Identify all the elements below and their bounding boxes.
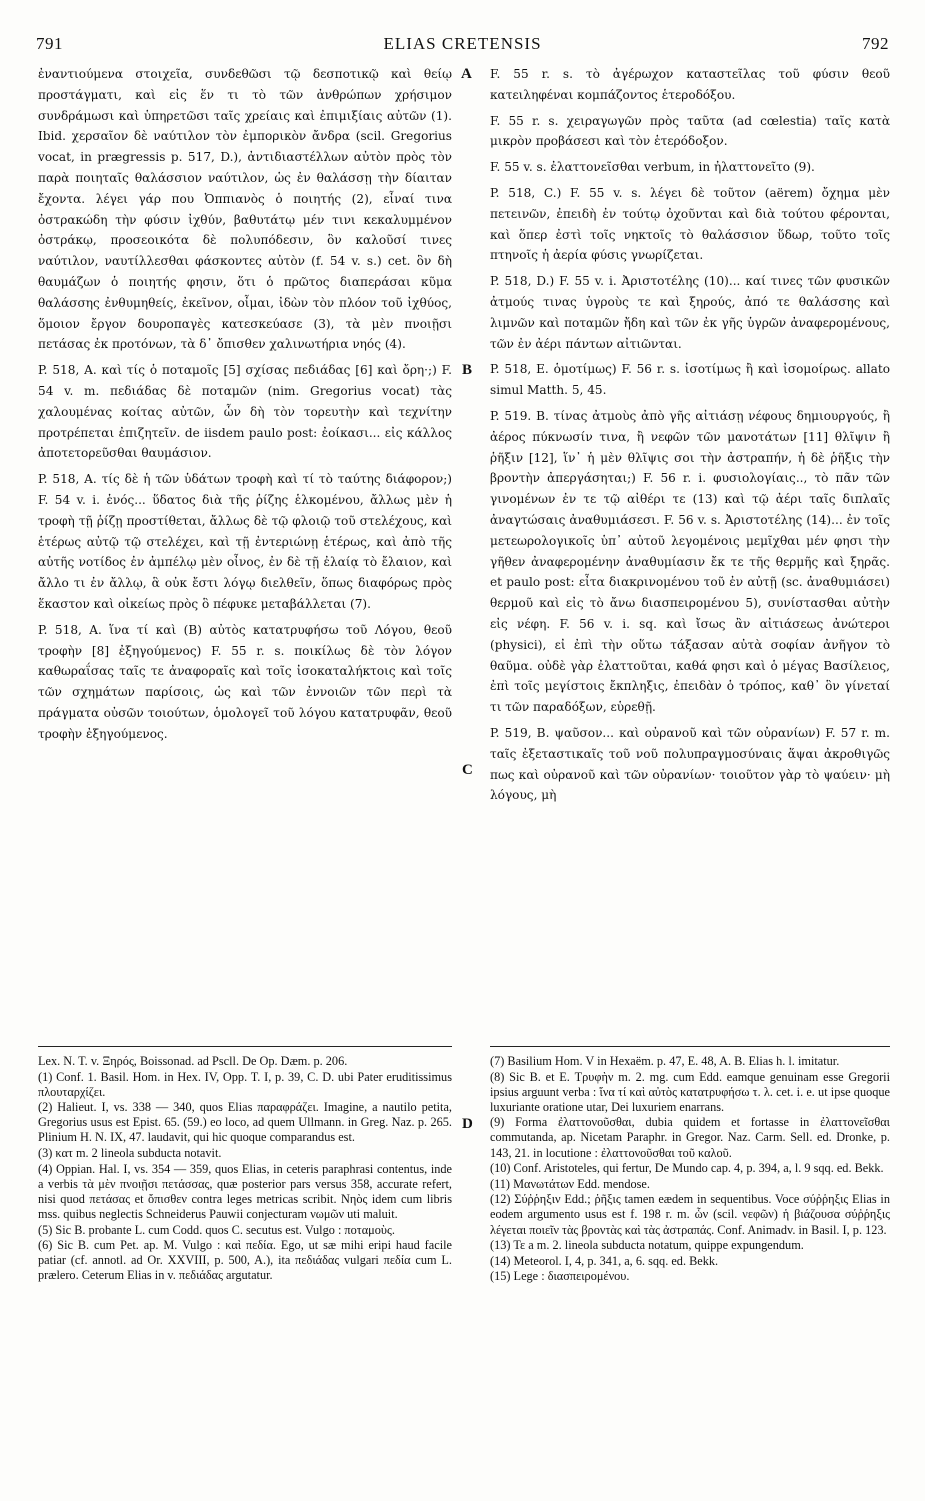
footnote: (8) Sic B. et E. Τρυφὴν m. 2. mg. cum Edd. eamque genuinam esse Gregorii ipsius arguunt verba : ἵνα τί καὶ αὐτὸς κατατρυφήσω τ. λ. cet. i. e. ut ipse quoque luxuriante oratione utar, Dei luxuriem enarrans.	[490, 1069, 890, 1114]
footnote: (4) Oppian. Hal. I, vs. 354 — 359, quos Elias, in ceteris paraphrasi contentus, inde a verbis τὰ μὲν πνοιῇσι πετάσσας, quæ posterior pars versus 358, accurate refert, nisi quod πετάσας et ὄπισθεν contra leges metricas scribit. Νηὸς idem cum libris mss. quibus neglectis Schneiderus Pauwii conjecturam νωμῶν uti maluit.	[38, 1161, 452, 1221]
paragraph: ἐναντιούμενα στοιχεῖα, συνδεθῶσι τῷ δεσποτικῷ καὶ θείῳ προστάγματι, καὶ εἰς ἕν τι τὸ τῶν ἀνθρώπων χρήσιμον συνδράμωσι καὶ ὑπηρετῶσι ταῖς χρείαις καὶ ἐπιμιξίαις αὐτῶν (1). Ibid. χερσαῖον δὲ ναύτιλον τὸν ἐμπορικὸν ἄνδρα (scil. Gregorius vocat, in prægressis p. 517, D.), ἀντιδιαστέλλων αὐτὸν πρὸς τὸν παρὰ ποιηταῖς θαλάσσιον ναύτιλον, ὡς ἐν θαλάσσῃ τὴν δίαιταν ἔχοντα. λέγει γάρ που Ὀππιανὸς ὁ ποιητής (2), εἶναί τινα ὀστρακώδη τὴν φύσιν ἰχθύν, βαθυτάτῳ μέν τινι κεκαλυμμένον ὀστράκῳ, προσεοικότα δὲ πολυπόδεσιν, ὃν καλοῦσί τινες ναύτιλον, ναυτίλλεσθαι φάσκοντες αὐτὸν (f. 54 v. s.) cet. ὃν δὴ θαυμάζων ὁ ποιητής φησιν, ὅτι ὁ πρῶτος διαπεράσαι κῦμα θαλάσσης ἐνθυμηθείς, ἐκεῖνον, οἶμαι, ἰδὼν τὸν πλόον τοῦ ἰχθύος, ὅμοιον ἔργον δουροπαγὲς κατεσκεύασε (3), τὰ μὲν πνοιῇσι πετάσας ἐκ προτόνων, τὰ δ᾽ ὄπισθεν χαλινωτήρια νηός (4).	[38, 67, 452, 352]
footnote: (2) Halieut. I, vs. 338 — 340, quos Elias παραφράζει. Imagine, a nautilo petita, Gregorius usus est Epist. 65. (59.) eo loco, ad quem Ullmann. in Greg. Naz. p. 265. Plinium H. N. IX, 47. laudavit, qui hic quoque comparandus est.	[38, 1100, 452, 1145]
paragraph: F. 55 r. s. χειραγωγῶν πρὸς ταῦτα (ad cœlestia) ταῖς κατὰ μικρὸν προβάσεσι καὶ τὸν ἑτερόδοξον.	[490, 113, 890, 149]
running-title: ELIAS CRETENSIS	[383, 34, 542, 53]
footnote: (15) Lege : διασπειρομένου.	[490, 1269, 630, 1284]
right-footnotes	[490, 1054, 890, 1285]
footnote: (11) Μανωτάτων Edd. mendose.	[490, 1176, 650, 1191]
footnote: (12) Σύῤῥηξιν Edd.; ῥῆξις tamen eædem in sequentibus. Voce σύῤῥηξις Elias in eodem argumento usus est f. 198 r. m. ὧν (scil. νεφῶν) ἡ βιάζουσα σύῤῥηξις λέγεται ποιεῖν τὰς βροντὰς καὶ τὰς ἀστραπάς. Conf. Animadv. in Basil. I, p. 123.	[490, 1192, 890, 1237]
page-number-left: 791	[36, 34, 63, 53]
footnote: (10) Conf. Aristoteles, qui fertur, De Mundo cap. 4, p. 394, a, l. 9 sqq. ed. Bekk.	[490, 1161, 884, 1176]
left-footnotes	[38, 1054, 452, 1284]
margin-letter-d: D	[462, 1116, 473, 1132]
paragraph: P. 519. B. τίνας ἀτμοὺς ἀπὸ γῆς αἰτιάσῃ νέφους δημιουργούς, ἢ ἀέρος πύκνωσίν τινα, ἢ νεφῶν τῶν μανοτάτων [11] θλῖψιν ἢ ῥῆξιν [12], ἵν᾽ ἡ μὲν θλῖψις σοι τὴν ἀστραπήν, ἡ δὲ ῥῆξις τὴν βροντὴν ἀπεργάσηται;) F. 56 r. i. φυσιολογίαις.., τὸ πᾶν τῶν γινομένων ἐν τε τῷ αἰθέρι τε (13) καὶ τῷ ἀέρι ταῖς διπλαῖς ἀναγτώσαις ἀναθυμιάσεσι. F. 56 v. s. Ἀριστοτέλης (14)... ἐν τοῖς μετεωρολογικοῖς ὑπ᾽ αὐτοῦ λεγομένοις μεμῖχθαι μέν φησι τὴν γῆθεν ἀναφερομένην ἀναθυμίασιν ἔκ τε τῆς θερμῆς καὶ ξηρᾶς. et paulo post: εἶτα διακρινομένου τοῦ ἐν αὐτῇ (sc. ἀναθυμιάσει) θερμοῦ καὶ εἰς τὸ ἄνω διασπειρομένου 5), συνίστασθαι αὐτὴν εἰς νέφη. F. 56 v. i. sq. καὶ ἴσως ἂν αἰτιάσεως ἀνώτεροι (physici), εἰ ἐπὶ τὴν οὕτω τάξασαν αὐτὰ σοφίαν ἀνῆγον τὸ θαῦμα. οὐδὲ γὰρ ἐλαττοῦται, καθά φησι καὶ ὁ μέγας Βασίλειος, ἐπὶ τοῖς μεγίστοις ἔκπληξις, ἐπειδὰν ὁ τρόπος, καθ᾽ ὃν γίνεταί τι τῶν παραδόξων, εὑρεθῇ.	[490, 408, 890, 715]
footnote: (5) Sic B. probante L. cum Codd. quos C. secutus est. Vulgo : ποταμοὺς.	[38, 1222, 395, 1237]
paragraph: P. 518, A. τίς δὲ ἡ τῶν ὑδάτων τροφὴ καὶ τί τὸ ταύτης διάφορον;) F. 54 v. i. ἑνός... ὕδατος διὰ τῆς ῥίζης ἑλκομένου, ἄλλως μὲν ἡ τροφὴ τῇ ῥίζῃ προστίθεται, ἄλλως δὲ τῷ φλοιῷ τοῦ στελέχους, καὶ ἑτέρως αὐτῷ τῷ στελέχει, καὶ τῇ ἐντεριώνῃ ἑτέρως, καὶ ἀπὸ τῆς αὐτῆς νοτίδος ἐν ἀμπέλῳ μὲν οἶνος, ἐν δὲ τῇ ἐλαίᾳ τὸ ἔλαιον, καὶ ἄλλο τι ἐν ἄλλῳ, ἃ οὐκ ἔστι λόγῳ διελθεῖν, ὅπως διαφόρως πρὸς ἕκαστον καὶ οἰκείως πρὸς ὃ πέφυκε μεταβάλλεται (7).	[38, 472, 452, 611]
footnote: (1) Conf. 1. Basil. Hom. in Hex. IV, Opp. T. I, p. 39, C. D. ubi Pater eruditissimus πλουταρχίζει.	[38, 1069, 452, 1099]
footnote: (7) Basilium Hom. V in Hexaëm. p. 47, E. 48, A. B. Elias h. l. imitatur.	[490, 1054, 840, 1068]
footnote: (6) Sic B. cum Pet. ap. M. Vulgo : καὶ πεδία. Ego, ut sæ mihi eripi haud facile patiar (cf. annotl. ad Or. XXVIII, p. 500, A.), ita πεδιάδας vulgari πεδία cum L. prælero. Ceterum Elias in v. πεδιάδας argutatur.	[38, 1238, 452, 1283]
footnote: (9) Forma ἐλαττονοῦσθαι, dubia quidem et fortasse in ἐλαττονεῖσθαι commutanda, ap. Nicetam Paraphr. in Gregor. Naz. Carm. Sell. ed. Dronke, p. 143, 21. in locutione : ἐλαττονοῦσθαι τοῦ καλοῦ.	[490, 1115, 890, 1160]
page-number-right: 792	[862, 34, 889, 53]
margin-letter-a: A	[461, 66, 472, 82]
left-column-text	[38, 64, 452, 750]
footnote: (13) Τε a m. 2. lineola subducta notatum, quippe expungendum.	[490, 1238, 804, 1253]
footnote-divider-left	[38, 1046, 452, 1047]
margin-letter-b: B	[462, 362, 473, 378]
paragraph: F. 55 r. s. τὸ ἀγέρωχον καταστεῖλας τοῦ φύσιν θεοῦ κατειληφέναι κομπάζοντος ἑτεροδόξου.	[490, 67, 890, 102]
paragraph: P. 518, A. ἵνα τί καὶ (B) αὐτὸς κατατρυφήσω τοῦ Λόγου, θεοῦ τροφὴν [8] ἐξηγούμενος) F. 55 r. s. ποικίλως δὲ τὸν λόγον καθωραΐσας ταῖς τε ἀναφοραῖς καὶ τοῖς ἰσοκαταλήκτοις καὶ τοῖς τῶν σχημάτων παρίσοις, ὡς καὶ τῶν ἐννοιῶν τῶν περὶ τὰ πράγματα οὐσῶν τοιούτων, ὁμολογεῖ τοῦ λόγου κατατρυφᾶν, θεοῦ τροφὴν ἐξηγούμενος.	[38, 622, 452, 741]
paragraph: P. 519, B. ψαῦσον... καὶ οὐρανοῦ καὶ τῶν οὐρανίων) F. 57 r. m. ταῖς ἐξεταστικαῖς τοῦ νοῦ πολυπραγμοσύναις ἅψαι ἀκροθιγῶς πως καὶ οὐρανοῦ καὶ τῶν οὐρανίων· τοιοῦτον γὰρ τὸ ψαύειν· μὴ λόγους, μὴ	[490, 725, 890, 803]
paragraph: F. 55 v. s. ἐλαττονεῖσθαι verbum, in ἠλαττονεῖτο (9).	[490, 160, 815, 175]
footnote: Lex. N. T. v. Ξηρός, Boissonad. ad Pscll. De Op. Dæm. p. 206.	[38, 1054, 348, 1068]
paragraph: P. 518, A. καὶ τίς ὁ ποταμοῖς [5] σχίσας πεδιάδας [6] καὶ ὄρη·;) F. 54 v. m. πεδιάδας δὲ ποταμῶν (nim. Gregorius vocat) τὰς χαλουμένας κοίτας αὐτῶν, ὧν δὴ τὸν τορευτὴν καὶ τεχνίτην προτρέπεται ἐπιζητεῖν. de iisdem paulo post: ἐοίκασι... εἰς κάλλος ἀποτετορεῦσθαι θαυμάσιον.	[38, 363, 452, 461]
paragraph: P. 518, D.) F. 55 v. i. Ἀριστοτέλης (10)... καί τινες τῶν φυσικῶν ἀτμούς τινας ὑγροὺς τε καὶ ξηρούς, ἀπό τε θαλάσσης καὶ λιμνῶν καὶ ποταμῶν ἤδη καὶ τῶν ἐκ γῆς ὑγρῶν ἀναφερομένους, τῶν ἐν ἀέρι πάντων αἰτιῶνται.	[490, 274, 890, 351]
margin-letter-c: C	[462, 762, 473, 778]
paragraph: P. 518, C.) F. 55 v. s. λέγει δὲ τοῦτον (aërem) ὄχημα μὲν πετεινῶν, ἐπειδὴ ἐν τούτῳ ὀχοῦνται καὶ διὰ τούτου φέρονται, καὶ ὅπερ ἐστὶ τοῖς νηκτοῖς τὸ θαλάσσιον ὕδωρ, τοῦτο τοῖς πτηνοῖς ἡ ἀερία φύσις γνωρίζεται.	[490, 185, 890, 263]
footnote: (3) κατ m. 2 lineola subducta notavit.	[38, 1146, 222, 1161]
running-header	[36, 34, 889, 56]
footnote: (14) Meteorol. I, 4, p. 341, a, 6. sqq. ed. Bekk.	[490, 1253, 719, 1268]
footnote-divider-right	[490, 1046, 890, 1047]
paragraph: P. 518, E. ὁμοτίμως) F. 56 r. s. ἰσοτίμως ἢ καὶ ἰσομοίρως. allato simul Matth. 5, 45.	[490, 362, 890, 398]
right-column-text	[490, 64, 890, 811]
